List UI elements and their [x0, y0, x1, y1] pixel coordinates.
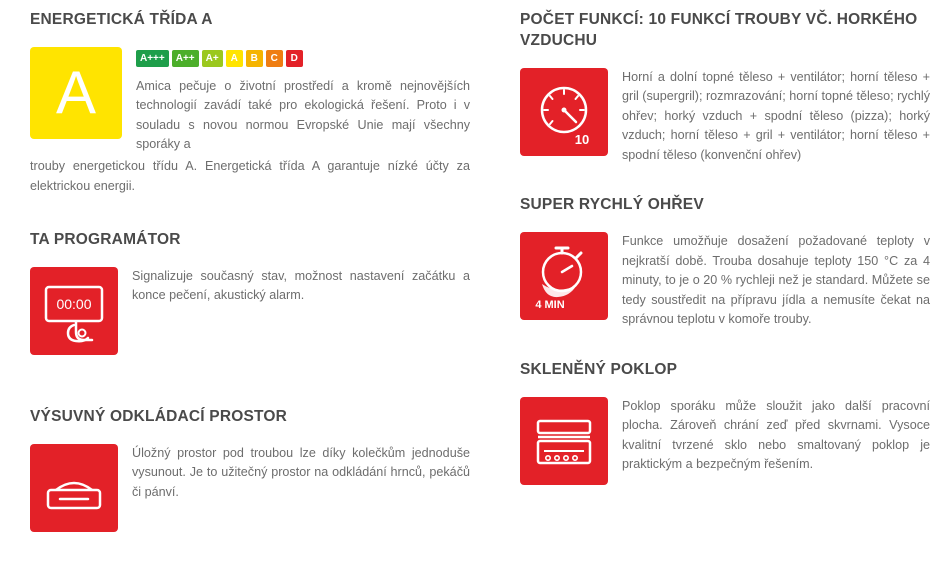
- svg-text:00:00: 00:00: [56, 295, 92, 312]
- timer-display-icon: [30, 267, 118, 355]
- svg-text:4 MIN: 4 MIN: [535, 299, 565, 312]
- timer-display-icon-art: [30, 267, 118, 355]
- feature-title-programmer: TA PROGRAMÁTOR: [30, 231, 181, 249]
- feature-title-fast-heat: SUPER RYCHLÝ OHŘEV: [520, 196, 704, 214]
- two-column-layout: [0, 10, 934, 558]
- energy-row: [30, 47, 470, 155]
- feature-glass-lid: [520, 360, 930, 485]
- svg-text:10: 10: [574, 131, 590, 147]
- scale-chip: A: [226, 50, 243, 67]
- scale-chip: A+: [202, 50, 223, 67]
- oven-knob-icon: [520, 68, 608, 156]
- left-column: [30, 10, 470, 558]
- scale-chip: A++: [172, 50, 199, 67]
- feature-body-glass-lid: [520, 397, 930, 485]
- feature-text-programmer: Signalizuje současný stav, možnost nastavení začátku a konce pečení, akustický alarm.: [132, 268, 470, 303]
- feature-energy-class: [30, 10, 470, 196]
- feature-functions: [520, 10, 930, 165]
- feature-body-functions: [520, 68, 930, 166]
- feature-body-programmer: [30, 267, 470, 355]
- energy-text-top: Amica pečuje o životní prostředí a kromě nejnovějších technologií zavádí také pro ekologická řešení. Proto i v souladu s novou normou Evropské Unie mají všechny sporáky a: [136, 78, 470, 152]
- drawer-icon-art: [30, 444, 118, 532]
- scale-chip: A+++: [136, 50, 169, 67]
- stopwatch-icon: [520, 232, 608, 320]
- feature-title-glass-lid: SKLENĚNÝ POKLOP: [520, 360, 678, 378]
- scale-chip: B: [246, 50, 263, 67]
- feature-title-drawer: VÝSUVNÝ ODKLÁDACÍ PROSTOR: [30, 407, 288, 425]
- energy-scale: [136, 47, 470, 67]
- feature-programmer: [30, 230, 470, 355]
- feature-text-drawer: Úložný prostor pod troubou lze díky kolečkům jednoduše vysunout. Je to užitečný prostor na odkládání hrnců, pekáčů či pánví.: [132, 445, 470, 499]
- feature-text-fast-heat: Funkce umožňuje dosažení požadované teploty v nejkratší době. Trouba dosahuje teploty 150 °C za 4 minuty, to je o 20 % rychleji než je standard. Můžete se tedy soustředit na přípravu jídla a nemusíte čekat na správnou teplotu v komoře trouby.: [622, 234, 930, 327]
- energy-class-badge: [30, 47, 122, 139]
- stopwatch-icon-art: [520, 232, 608, 320]
- feature-title-energy: ENERGETICKÁ TŘÍDA A: [30, 11, 213, 28]
- feature-drawer: [30, 407, 470, 532]
- glass-lid-cooker-icon: [520, 397, 608, 485]
- feature-body-fast-heat: [520, 232, 930, 330]
- energy-class-letter: A: [55, 58, 97, 126]
- drawer-icon: [30, 444, 118, 532]
- energy-text-bottom: trouby energetickou třídu A. Energetická třída A garantuje nízké účty za elektrickou energii.: [30, 158, 470, 193]
- glass-lid-cooker-icon-art: [520, 397, 608, 485]
- feature-fast-heat: [520, 195, 930, 330]
- oven-knob-icon-art: [520, 68, 608, 156]
- feature-body-drawer: [30, 444, 470, 532]
- scale-chip: C: [266, 50, 283, 67]
- energy-right-block: [136, 47, 470, 155]
- right-column: [520, 10, 930, 558]
- feature-text-glass-lid: Poklop sporáku může sloužit jako další pracovní plocha. Zároveň chrání zeď před skvrnami. Vysoce kvalitní tvrzené sklo nebo smaltovaný poklop je praktickým a bezpečným řešením.: [622, 398, 930, 472]
- feature-title-functions: POČET FUNKCÍ: 10 FUNKCÍ TROUBY VČ. HORKÉHO VZDUCHU: [520, 11, 918, 49]
- scale-chip: D: [286, 50, 303, 67]
- feature-text-functions: Horní a dolní topné těleso + ventilátor; horní těleso + gril (supergril); rozmrazování; horní topné těleso; rychlý ohřev; horký vzduch + spodní těleso (pizza); horký vzduch; horní těleso + gril + ventilátor; horní těleso + spodní těleso (konvenční ohřev): [622, 69, 930, 162]
